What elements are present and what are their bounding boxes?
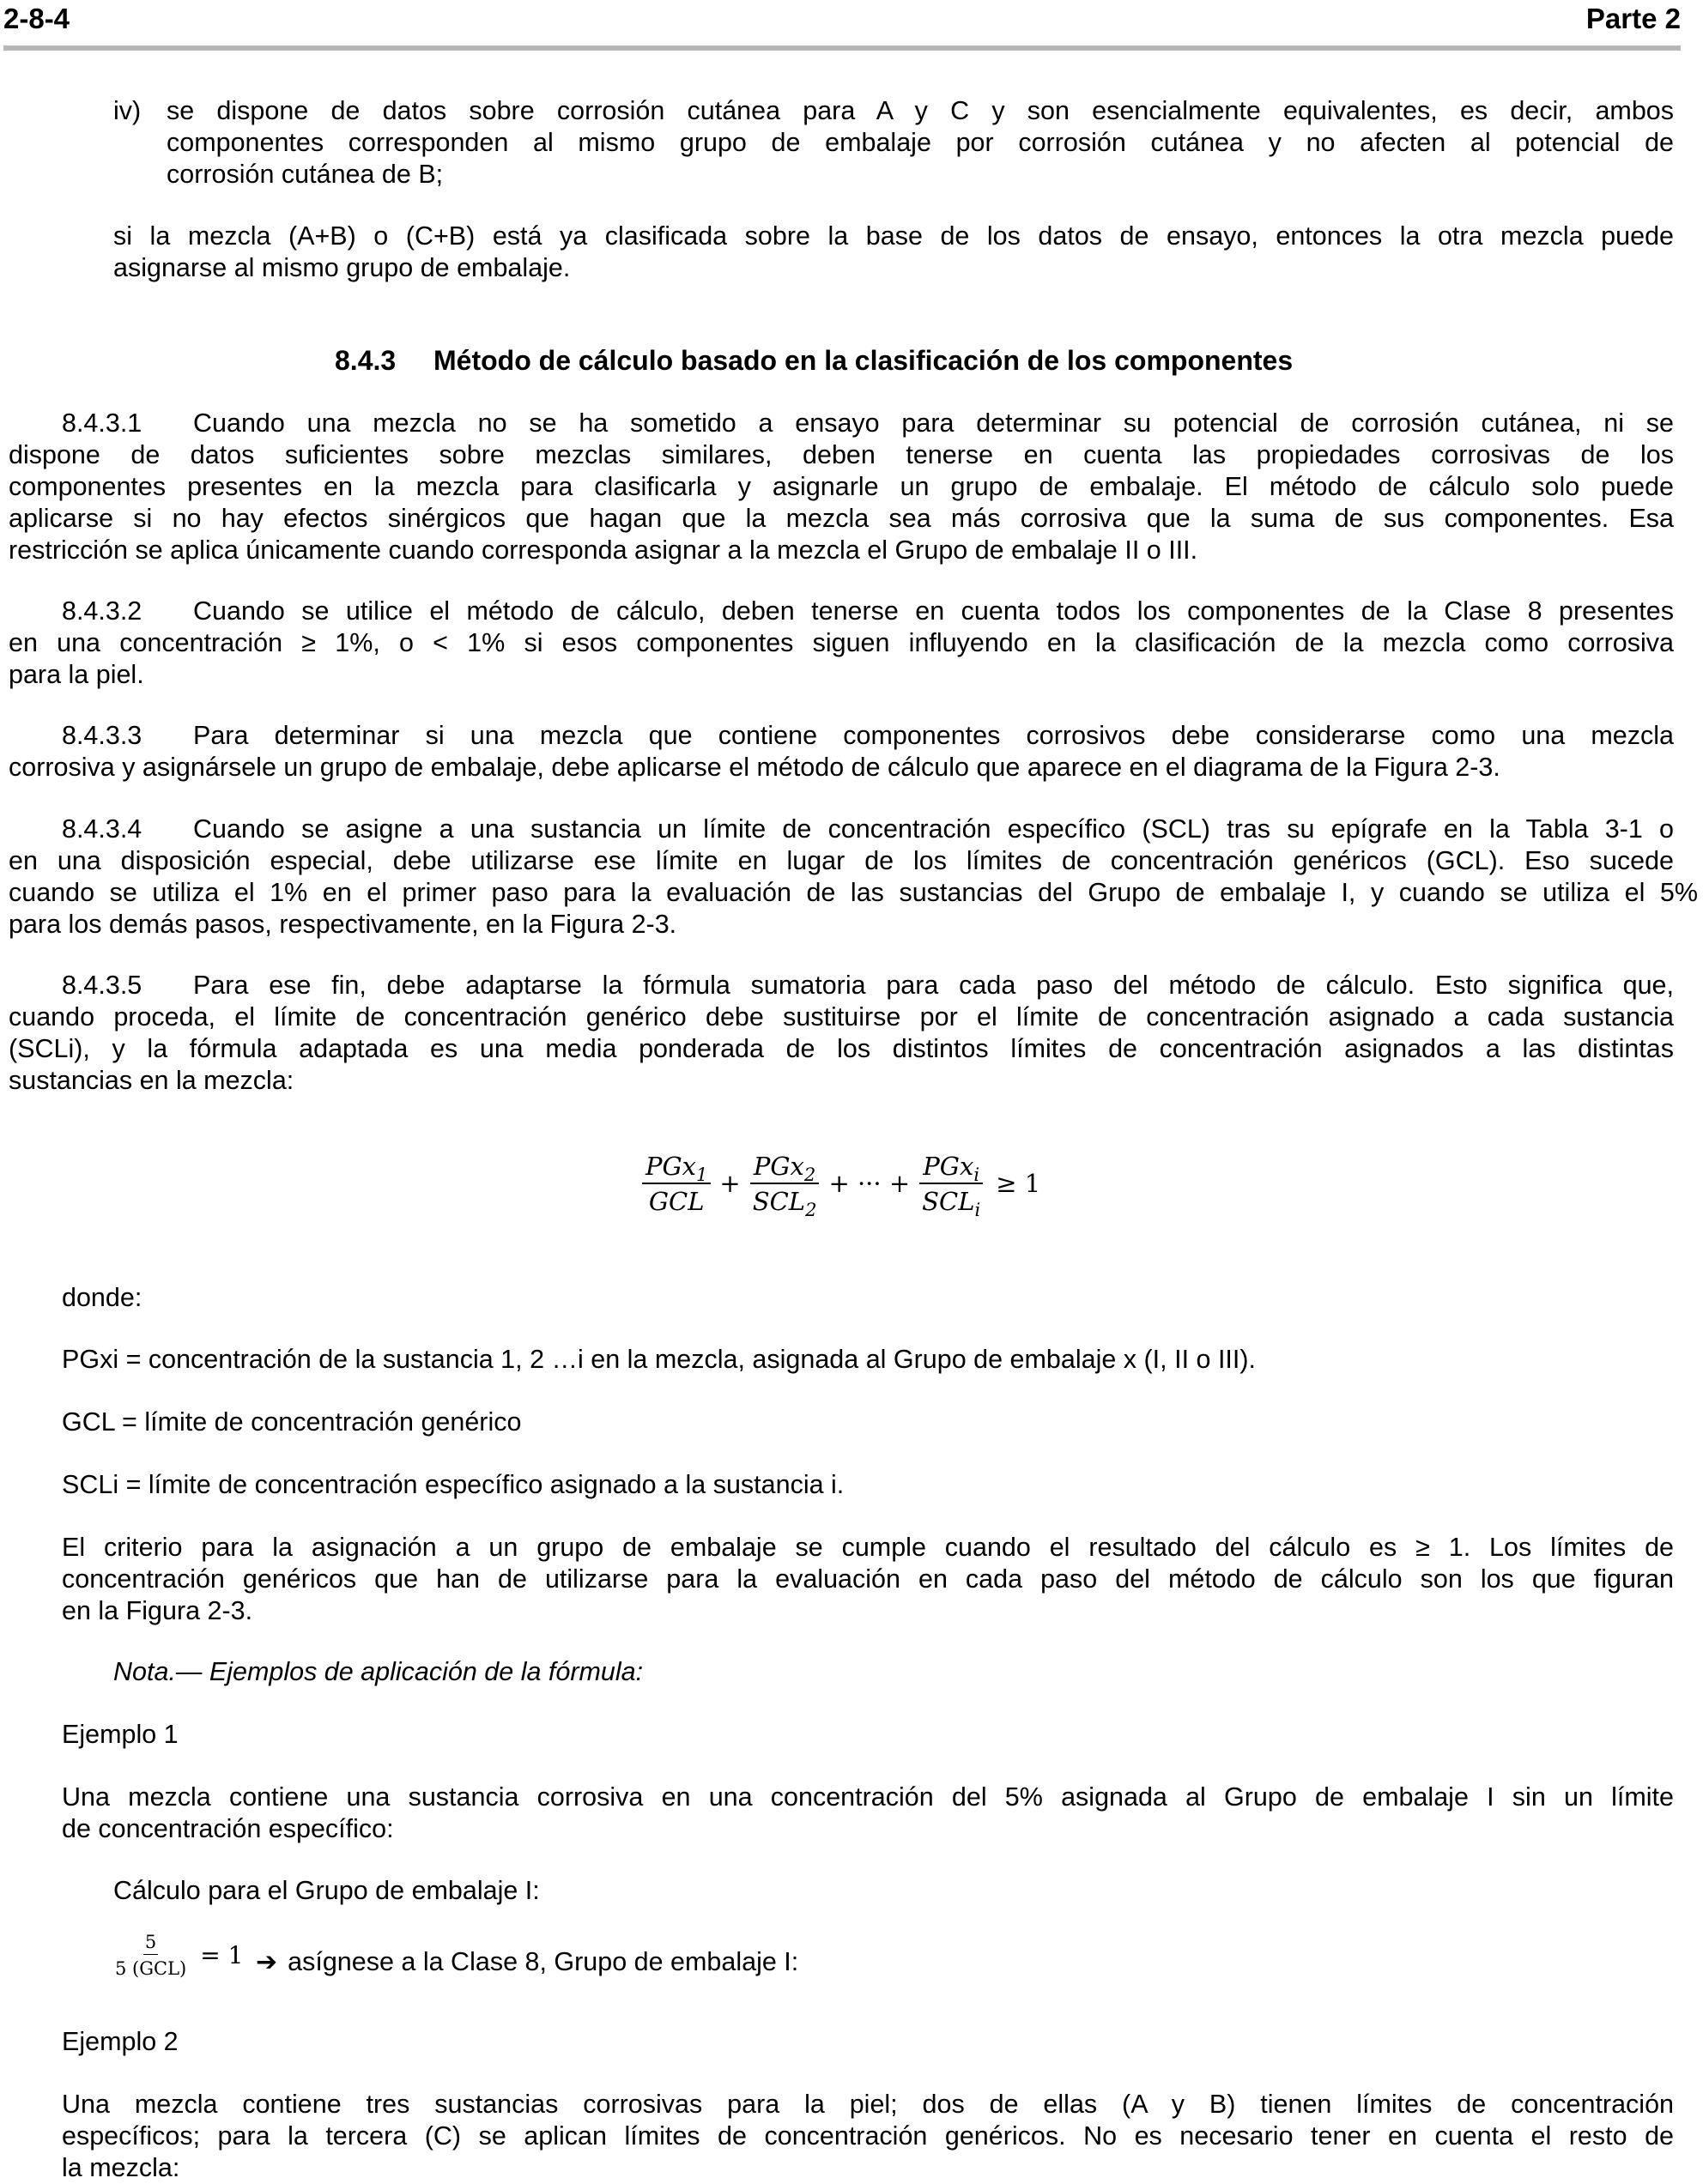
paragraph-line: en una concentración ≥ 1%, o < 1% si esos componentes siguen influyendo en la clasificación de la mezcla como corrosiva: [9, 628, 1674, 657]
paragraph-line: 8.4.3.2 Cuando se utilice el método de cálculo, deben tenerse en cuenta todos los componentes de la Clase 8 presentes: [62, 596, 1674, 626]
paragraph-8-4-3-3: [9, 720, 1674, 783]
formula-term-2: $\frac{PGx_2}{SCL_2}$: [749, 1152, 821, 1216]
paragraph-line: cuando se utiliza el 1% en el primer paso para la evaluación de las sustancias del Grupo de embalaje I, y cuando se utiliza el 5%: [9, 878, 1698, 907]
item-iv-marker: iv): [113, 96, 142, 125]
page-number: 2-8-4: [3, 3, 70, 34]
paragraph-line: en la Figura 2-3.: [62, 1596, 253, 1625]
part-label: Parte 2: [1585, 3, 1681, 34]
item-iv-text: [167, 95, 1674, 191]
paragraph-line: corrosiva y asignársele un grupo de embalaje, debe aplicarse el método de cálculo que aparece en el diagrama de la Figura 2-3.: [9, 753, 1500, 782]
paragraph-line: de concentración específico:: [62, 1814, 394, 1843]
paragraph-number: 8.4.3.5: [62, 971, 142, 1000]
paragraph-line: Una mezcla contiene tres sustancias corrosivas para la piel; dos de ellas (A y B) tienen límites de concentración: [62, 2090, 1674, 2119]
section-heading: [335, 343, 1293, 378]
header-rule: [3, 45, 1681, 51]
item-iv-line: se dispone de datos sobre corrosión cutánea para A y C y son esencialmente equivalentes, es decir, ambos: [167, 96, 1674, 125]
paragraph-line: sustancias en la mezcla:: [9, 1066, 294, 1095]
example-1-equals: = 1: [200, 1941, 244, 1969]
example-1-result: ➔ asígnese a la Clase 8, Grupo de embalaje I:: [256, 1947, 799, 1977]
paragraph-line: 8.4.3.4 Cuando se asigne a una sustancia un límite de concentración específico (SCL) tras su epígrafe en la Tabla 3-1 o: [62, 814, 1674, 844]
paragraph-8-4-3-4: [9, 814, 1698, 941]
paragraph-line: aplicarse si no hay efectos sinérgicos que hagan que la mezcla sea más corrosiva que la suma de sus componentes. Esa: [9, 504, 1674, 533]
paragraph-line: El criterio para la asignación a un grupo de embalaje se cumple cuando el resultado del cálculo es ≥ 1. Los límites de: [62, 1533, 1674, 1562]
note-text: Nota.— Ejemplos de aplicación de la fórmula:: [113, 1657, 644, 1686]
paragraph-line: restricción se aplica únicamente cuando corresponda asignar a la mezcla el Grupo de embalaje II o III.: [9, 535, 1198, 565]
paragraph-number: 8.4.3.1: [62, 408, 142, 438]
paragraph-line: en una disposición especial, debe utilizarse ese límite en lugar de los límites de concentración genéricos (GCL). Eso sucede: [9, 846, 1674, 875]
paragraph-8-4-3-2: [9, 596, 1674, 691]
formula-geq: ≥ 1: [996, 1169, 1041, 1198]
criterion-paragraph: [62, 1532, 1674, 1627]
paragraph-line: para la piel.: [9, 660, 144, 689]
formula-term-1: $\frac{PGx_1}{\text{GCL}}$: [642, 1152, 711, 1216]
item-iv-line: componentes corresponden al mismo grupo de embalaje por corrosión cutánea y no afecten al potencial de: [167, 128, 1674, 157]
page-header: [3, 2, 1681, 45]
paragraph-line: Una mezcla contiene una sustancia corrosiva en una concentración del 5% asignada al Grupo de embalaje I sin un límite: [62, 1782, 1674, 1812]
paragraph-line: 8.4.3.1 Cuando una mezcla no se ha sometido a ensayo para determinar su potencial de corrosión cutánea, ni se: [62, 408, 1674, 438]
paragraph-8-4-3-1: [9, 408, 1674, 566]
paragraph-line: dispone de datos suficientes sobre mezclas similares, deben tenerse en cuenta las propiedades corrosivas de los: [9, 440, 1674, 469]
paragraph-line: componentes presentes en la mezcla para clasificarla y asignarle un grupo de embalaje. El método de cálculo solo puede: [9, 472, 1674, 501]
paragraph-line: asignarse al mismo grupo de embalaje.: [113, 253, 571, 282]
item-iv-line: corrosión cutánea de B;: [167, 160, 444, 189]
paragraph-line: 8.4.3.5 Para ese fin, debe adaptarse la fórmula sumatoria para cada paso del método de cálculo. Esto significa que,: [62, 971, 1674, 1000]
paragraph-number: 8.4.3.4: [62, 814, 142, 844]
formula-term-i: $\frac{PGx_i}{SCL_i}$: [918, 1152, 984, 1216]
paragraph-line: 8.4.3.3 Para determinar si una mezcla que contiene componentes corrosivos debe considerarse como una mezcla: [62, 721, 1674, 750]
paragraph-line: específicos; para la tercera (C) se aplican límites de concentración genéricos. No es necesario tener en cuenta el resto de: [62, 2121, 1674, 2151]
paragraph-line: (SCLi), y la fórmula adaptada es una media ponderada de los distintos límites de concentración asignados a las distintas: [9, 1034, 1674, 1063]
section-number: 8.4.3: [335, 345, 397, 376]
donde-label: donde:: [62, 1283, 142, 1312]
paragraph-number: 8.4.3.2: [62, 596, 142, 626]
example-1-title: Ejemplo 1: [62, 1720, 179, 1749]
paragraph-line: cuando proceda, el límite de concentración genérico debe sustituirse por el límite de concentración asignado a cada sustancia: [9, 1002, 1674, 1032]
conclusion-paragraph: [113, 221, 1674, 284]
example-2-text: [62, 2089, 1674, 2184]
arrow-right-icon: ➔: [256, 1947, 278, 1977]
summation-formula: $\frac{PGx_1}{\text{GCL}}$ + $\frac{PGx_2}{SCL_2}$ + ··· + $\frac{PGx_i}{SCL_i}$ ≥ 1: [642, 1152, 1049, 1216]
paragraph-line: para los demás pasos, respectivamente, en la Figura 2-3.: [9, 910, 677, 939]
example-1-calc-label: Cálculo para el Grupo de embalaje I:: [113, 1876, 540, 1905]
definition-gcl: GCL = límite de concentración genérico: [62, 1407, 522, 1437]
paragraph-line: la mezcla:: [62, 2153, 180, 2182]
paragraph-8-4-3-5: [9, 970, 1674, 1097]
definition-pgxi: PGxi = concentración de la sustancia 1, 2 …i en la mezcla, asignada al Grupo de embalaje x (I, II o III).: [62, 1345, 1257, 1374]
example-1-fraction: $\frac{5}{\text{5 (GCL)}}$ = 1: [115, 1932, 244, 1979]
section-title: Método de cálculo basado en la clasificación de los componentes: [433, 345, 1294, 376]
paragraph-number: 8.4.3.3: [62, 721, 142, 750]
paragraph-line: si la mezcla (A+B) o (C+B) está ya clasificada sobre la base de los datos de ensayo, entonces la otra mezcla puede: [113, 221, 1674, 251]
example-2-title: Ejemplo 2: [62, 2027, 179, 2056]
paragraph-line: concentración genéricos que han de utilizarse para la evaluación en cada paso del método de cálculo son los que figuran: [62, 1564, 1674, 1594]
definition-scli: SCLi = límite de concentración específico asignado a la sustancia i.: [62, 1470, 845, 1499]
example-1-text: [62, 1782, 1674, 1845]
